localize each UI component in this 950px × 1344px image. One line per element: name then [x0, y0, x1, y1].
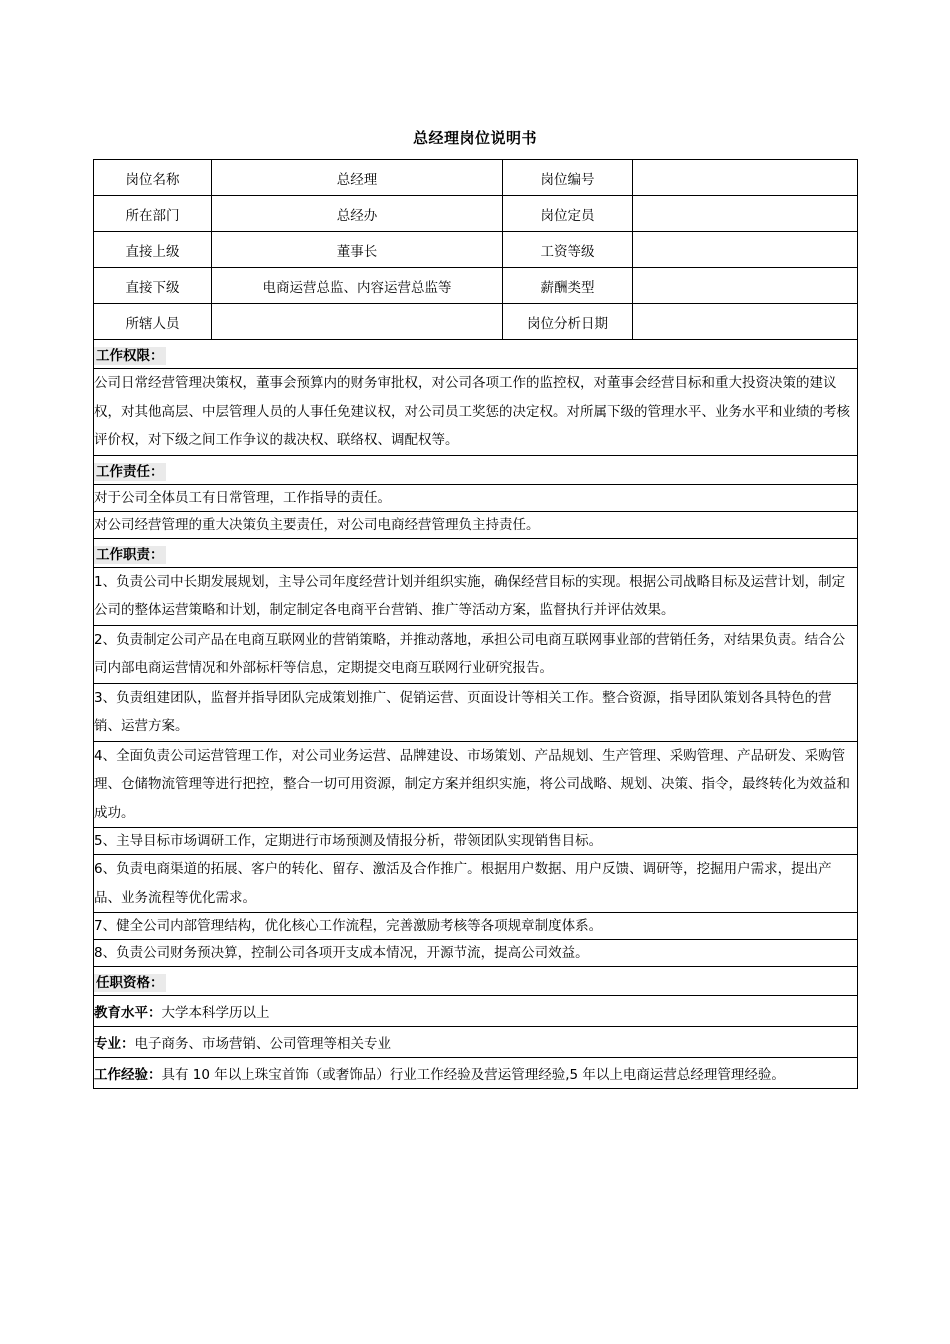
- duty-item: 5、主导目标市场调研工作，定期进行市场预测及情报分析，带领团队实现销售目标。: [94, 828, 858, 855]
- duty-row: [94, 741, 858, 828]
- page-title: 总经理岗位说明书: [412, 129, 537, 147]
- duty-item: 7、健全公司内部管理结构，优化核心工作流程，完善激励考核等各项规章制度体系。: [94, 913, 858, 940]
- section-responsibility-header: [94, 455, 858, 484]
- value-headcount: [633, 196, 858, 232]
- value-analysis-date: [633, 304, 858, 340]
- label-headcount: 岗位定员: [503, 196, 633, 232]
- experience-row: [94, 1058, 858, 1089]
- responsibility-row: [94, 484, 858, 511]
- experience-value: 具有 10 年以上珠宝首饰（或奢饰品）行业工作经验及营运管理经验,5 年以上电商运营总经理管理经验。: [161, 1067, 785, 1083]
- value-superior: 董事长: [212, 232, 503, 268]
- duty-item: 6、负责电商渠道的拓展、客户的转化、留存、激活及合作推广。根据用户数据、用户反馈、调研等，挖掘用户需求，提出产品、业务流程等优化需求。: [94, 855, 858, 913]
- value-staff: [212, 304, 503, 340]
- label-superior: 直接上级: [94, 232, 212, 268]
- responsibility-item: 对公司经营管理的重大决策负主要责任，对公司电商经营管理负主持责任。: [94, 511, 858, 538]
- section-qualifications-header: [94, 967, 858, 996]
- label-analysis-date: 岗位分析日期: [503, 304, 633, 340]
- label-pay-type: 薪酬类型: [503, 268, 633, 304]
- responsibility-item: 对于公司全体员工有日常管理，工作指导的责任。: [94, 484, 858, 511]
- duty-row: [94, 625, 858, 683]
- major-value: 电子商务、市场营销、公司管理等相关专业: [134, 1036, 391, 1052]
- duty-row: [94, 940, 858, 967]
- authority-heading: 工作权限：: [96, 348, 164, 364]
- duties-heading: 工作职责：: [96, 546, 164, 563]
- value-salary-grade: [633, 232, 858, 268]
- major-row: [94, 1027, 858, 1058]
- info-row-subordinates: [94, 268, 858, 304]
- major-label: 专业：: [94, 1036, 135, 1052]
- duty-item: 2、负责制定公司产品在电商互联网业的营销策略，并推动落地，承担公司电商互联网事业部的营销任务，对结果负责。结合公司内部电商运营情况和外部标杆等信息，定期提交电商互联网行业研究报告。: [94, 625, 858, 683]
- duty-item: 1、负责公司中长期发展规划，主导公司年度经营计划并组织实施，确保经营目标的实现。根据公司战略目标及运营计划，制定公司的整体运营策略和计划，制定制定各电商平台营销、推广等活动方案，监督执行并评估效果。: [94, 567, 858, 625]
- responsibility-row: [94, 511, 858, 538]
- qualifications-heading: 任职资格：: [96, 975, 164, 991]
- duty-row: [94, 913, 858, 940]
- info-row-superior: [94, 232, 858, 268]
- section-authority-header: [94, 340, 858, 369]
- job-description-table: [93, 159, 858, 1089]
- duty-row: [94, 683, 858, 741]
- info-row-staff: [94, 304, 858, 340]
- authority-text: 公司日常经营管理决策权，董事会预算内的财务审批权，对公司各项工作的监控权，对董事会经营目标和重大投资决策的建议权，对其他高层、中层管理人员的人事任免建议权，对公司员工奖惩的决定权。对所属下级的管理水平、业务水平和业绩的考核评价权，对下级之间工作争议的裁决权、联络权、调配权等。: [94, 369, 858, 456]
- duty-row: [94, 855, 858, 913]
- duty-row: [94, 828, 858, 855]
- label-position-name: 岗位名称: [94, 160, 212, 196]
- duty-item: 3、负责组建团队，监督并指导团队完成策划推广、促销运营、页面设计等相关工作。整合资源，指导团队策划各具特色的营销、运营方案。: [94, 683, 858, 741]
- value-position-name: 总经理: [212, 160, 503, 196]
- value-pay-type: [633, 268, 858, 304]
- value-subordinates: 电商运营总监、内容运营总监等: [212, 268, 503, 304]
- duty-item: 4、全面负责公司运营管理工作，对公司业务运营、品牌建设、市场策划、产品规划、生产管理、采购管理、产品研发、采购管理、仓储物流管理等进行把控，整合一切可用资源，制定方案并组织实施，将公司战略、规划、决策、指令，最终转化为效益和成功。: [94, 741, 858, 828]
- info-row-position-name: [94, 160, 858, 196]
- value-department: 总经办: [212, 196, 503, 232]
- label-position-code: 岗位编号: [503, 160, 633, 196]
- label-salary-grade: 工资等级: [503, 232, 633, 268]
- education-label: 教育水平：: [94, 1005, 162, 1021]
- label-subordinates: 直接下级: [94, 268, 212, 304]
- authority-row: [94, 369, 858, 456]
- label-staff: 所辖人员: [94, 304, 212, 340]
- responsibility-heading: 工作责任：: [96, 463, 164, 480]
- value-position-code: [633, 160, 858, 196]
- education-value: 大学本科学历以上: [161, 1005, 270, 1021]
- experience-label: 工作经验：: [94, 1067, 162, 1083]
- duty-item: 8、负责公司财务预决算，控制公司各项开支成本情况，开源节流，提高公司效益。: [94, 940, 858, 967]
- education-row: [94, 996, 858, 1027]
- section-duties-header: [94, 538, 858, 567]
- duty-row: [94, 567, 858, 625]
- label-department: 所在部门: [94, 196, 212, 232]
- info-row-department: [94, 196, 858, 232]
